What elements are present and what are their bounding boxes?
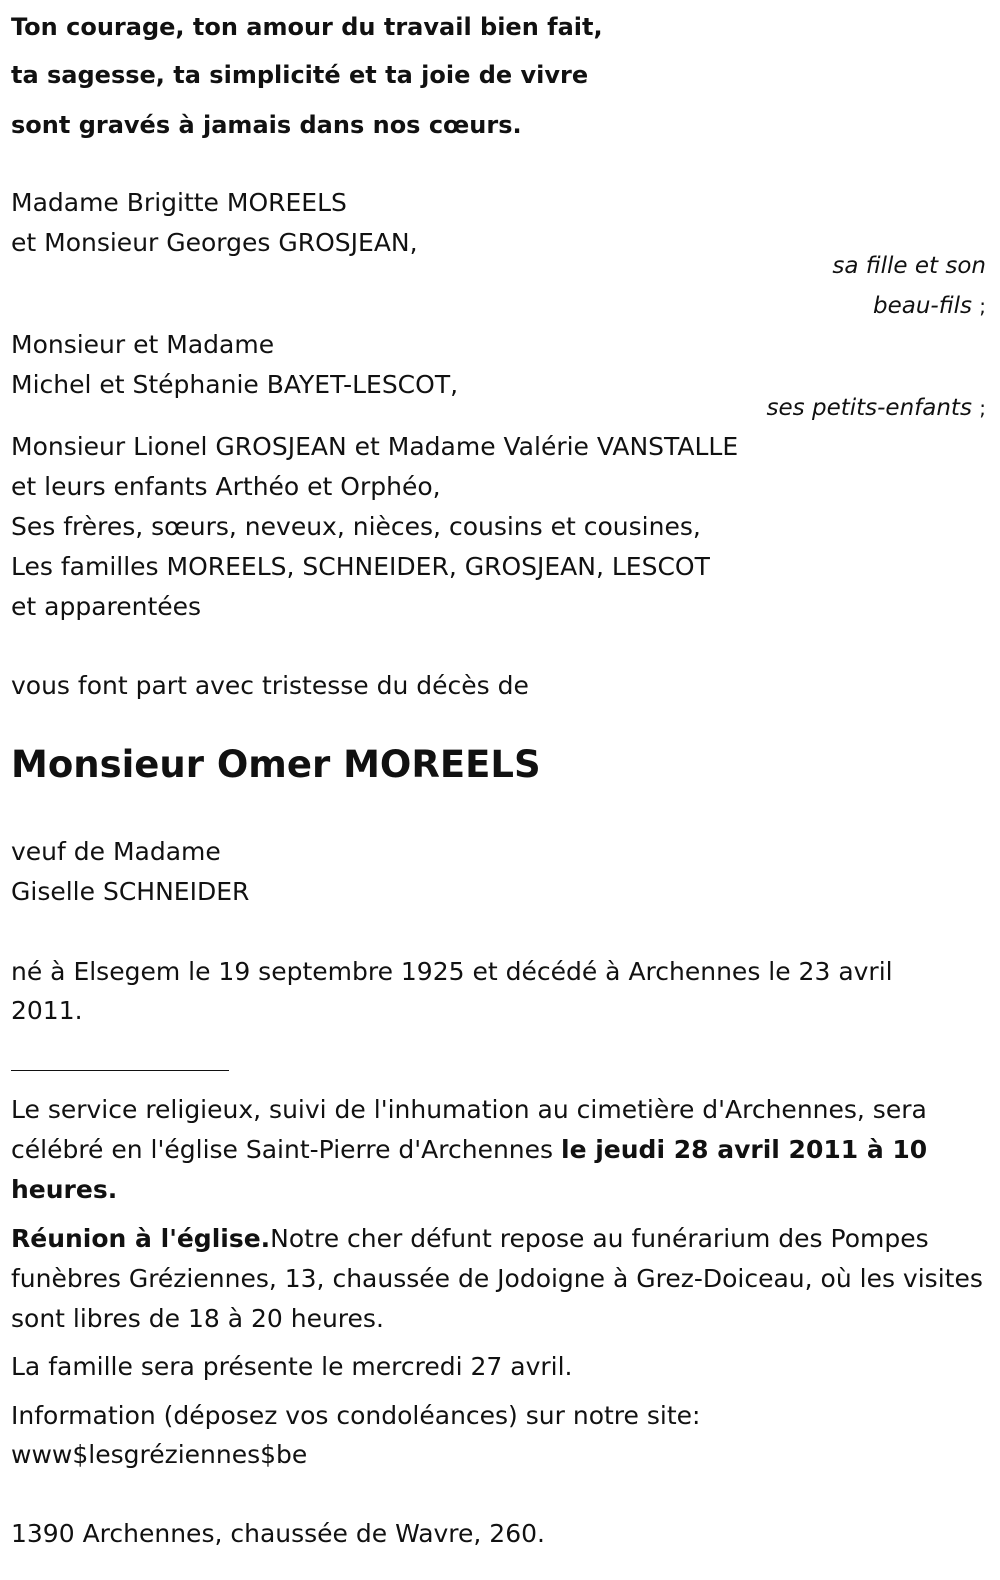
relatives-line-1: Monsieur Lionel GROSJEAN et Madame Valérie VANSTALLE	[11, 432, 739, 461]
announcement: vous font part avec tristesse du décès de	[11, 671, 529, 700]
semicolon: ;	[979, 294, 986, 318]
service-paragraph	[11, 1090, 986, 1210]
meeting-location: Réunion à l'église.	[11, 1224, 271, 1253]
epitaph-line-1: Ton courage, ton amour du travail bien fait,	[11, 13, 603, 41]
relatives-line-3: Ses frères, sœurs, neveux, nièces, cousins et cousines,	[11, 512, 701, 541]
relatives-line-2: et leurs enfants Arthéo et Orphéo,	[11, 472, 441, 501]
address: 1390 Archennes, chaussée de Wavre, 260.	[11, 1519, 545, 1548]
daughter-line-1: Madame Brigitte MOREELS	[11, 188, 347, 217]
semicolon: ;	[979, 396, 986, 420]
birth-death-line-1: né à Elsegem le 19 septembre 1925 et décédé à Archennes le 23 avril	[11, 957, 893, 986]
relatives-line-4: Les familles MOREELS, SCHNEIDER, GROSJEAN, LESCOT	[11, 552, 710, 581]
deceased-name: Monsieur Omer MOREELS	[11, 743, 541, 786]
daughter-relation-line-1: sa fille et son	[832, 253, 986, 279]
relatives-line-5: et apparentées	[11, 592, 202, 621]
service-text: Le service religieux, suivi de l'inhumation au cimetière d'Archennes, sera célébré en l'église Saint-Pierre d'Archennes	[11, 1095, 927, 1164]
info-line-1: Information (déposez vos condoléances) sur notre site:	[11, 1401, 701, 1430]
birth-death-line-2: 2011.	[11, 996, 83, 1025]
separator-rule	[11, 1070, 229, 1071]
widower-line-1: veuf de Madame	[11, 837, 221, 866]
service-date: le jeudi 28 avril 2011 à 10 heures.	[11, 1135, 928, 1204]
daughter-line-2: et Monsieur Georges GROSJEAN,	[11, 228, 418, 257]
grandchildren-line-2: Michel et Stéphanie BAYET-LESCOT,	[11, 370, 459, 399]
daughter-relation-line-2	[873, 286, 986, 326]
daughter-relation-text: beau-fils	[872, 293, 972, 319]
grandchildren-relation	[767, 388, 986, 428]
grandchildren-relation-text: ses petits-enfants	[766, 395, 972, 421]
family-presence: La famille sera présente le mercredi 27 avril.	[11, 1352, 573, 1381]
funeral-home-text: Notre cher défunt repose au funérarium des Pompes funèbres Gréziennes, 13, chaussée de Jodoigne à Grez-Doiceau, où les visites sont libres de 18 à 20 heures.	[11, 1224, 983, 1333]
epitaph-line-2: ta sagesse, ta simplicité et ta joie de vivre	[11, 61, 589, 89]
funeral-home-paragraph	[11, 1219, 986, 1339]
grandchildren-line-1: Monsieur et Madame	[11, 330, 275, 359]
widower-line-2: Giselle SCHNEIDER	[11, 877, 250, 906]
epitaph-line-3: sont gravés à jamais dans nos cœurs.	[11, 111, 522, 139]
info-website: www$lesgréziennes$be	[11, 1440, 308, 1469]
